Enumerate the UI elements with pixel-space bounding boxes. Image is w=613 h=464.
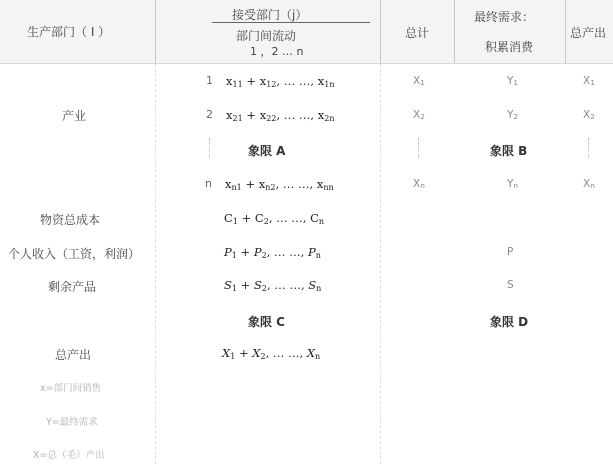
cell-S: S bbox=[507, 279, 514, 291]
note-y: Y=最终需求 bbox=[46, 417, 98, 428]
column-guide bbox=[380, 64, 381, 464]
column-divider bbox=[155, 0, 156, 63]
cell-P: P bbox=[507, 246, 514, 258]
output-Xn: $X_n$ bbox=[583, 178, 595, 190]
header-total: 总计 bbox=[405, 26, 430, 40]
row-label-industry: 产业 bbox=[62, 109, 87, 123]
column-guide bbox=[155, 64, 156, 464]
total-X1: $X_1$ bbox=[413, 75, 425, 87]
quadrant-A: 象限 A bbox=[248, 144, 286, 158]
final-Y2: $Y_2$ bbox=[507, 109, 519, 121]
final-Yn: $Y_n$ bbox=[507, 178, 519, 190]
header-flow-index: 1 ，2 … n bbox=[250, 45, 304, 58]
formula-X: $X_1 + X_2$, … …, $X_n$ bbox=[222, 346, 321, 361]
vertical-ellipsis bbox=[209, 138, 210, 158]
vertical-ellipsis bbox=[418, 138, 419, 158]
row-label-total-output: 总产出 bbox=[55, 348, 92, 362]
row-index: 1 bbox=[206, 74, 213, 87]
note-X: X=总（毛）产出 bbox=[33, 450, 105, 461]
row-label-material-cost: 物资总成本 bbox=[40, 213, 101, 227]
total-X2: $X_2$ bbox=[413, 109, 425, 121]
column-divider bbox=[380, 0, 381, 63]
output-X2: $X_2$ bbox=[583, 109, 595, 121]
output-X1: $X_1$ bbox=[583, 75, 595, 87]
quadrant-C: 象限 C bbox=[248, 315, 285, 329]
quadrant-B: 象限 B bbox=[490, 144, 528, 158]
formula-P: $P_1 + P_2$, … …, $P_n$ bbox=[224, 245, 321, 260]
row-index: 2 bbox=[206, 108, 213, 121]
header-output: 总产出 bbox=[570, 26, 607, 40]
row-label-surplus: 剩余产品 bbox=[48, 280, 97, 294]
header-underline bbox=[212, 22, 370, 23]
formula-C: $C_1 + C_2$, … …, $C_n$ bbox=[224, 211, 325, 226]
header-accumulation: 积累消费 bbox=[485, 40, 534, 54]
row-index: n bbox=[205, 177, 212, 190]
header-producer: 生产部门（ I ） bbox=[27, 25, 111, 39]
formula-row-n: $x_{n1} + x_{n2}$, … …, $x_{nn}$ bbox=[225, 177, 334, 192]
quadrant-D: 象限 D bbox=[490, 315, 529, 329]
formula-row-1: $x_{11} + x_{12}$, … …, $x_{1n}$ bbox=[226, 74, 335, 89]
formula-S: $S_1 + S_2$, … …, $S_n$ bbox=[224, 278, 322, 293]
header-receiver: 接受部门（j） bbox=[232, 8, 308, 22]
column-divider bbox=[454, 0, 455, 63]
final-Y1: $Y_1$ bbox=[507, 75, 519, 87]
vertical-ellipsis bbox=[588, 138, 589, 158]
note-x: x=部门间销售 bbox=[40, 383, 102, 394]
column-divider bbox=[565, 0, 566, 63]
row-label-income: 个人收入（工资，利润） bbox=[8, 247, 141, 261]
header-flow: 部门间流动 bbox=[236, 29, 297, 43]
header-final-demand: 最终需求： bbox=[474, 10, 535, 24]
total-Xn: $X_n$ bbox=[413, 178, 425, 190]
formula-row-2: $x_{21} + x_{22}$, … …, $x_{2n}$ bbox=[226, 108, 335, 123]
